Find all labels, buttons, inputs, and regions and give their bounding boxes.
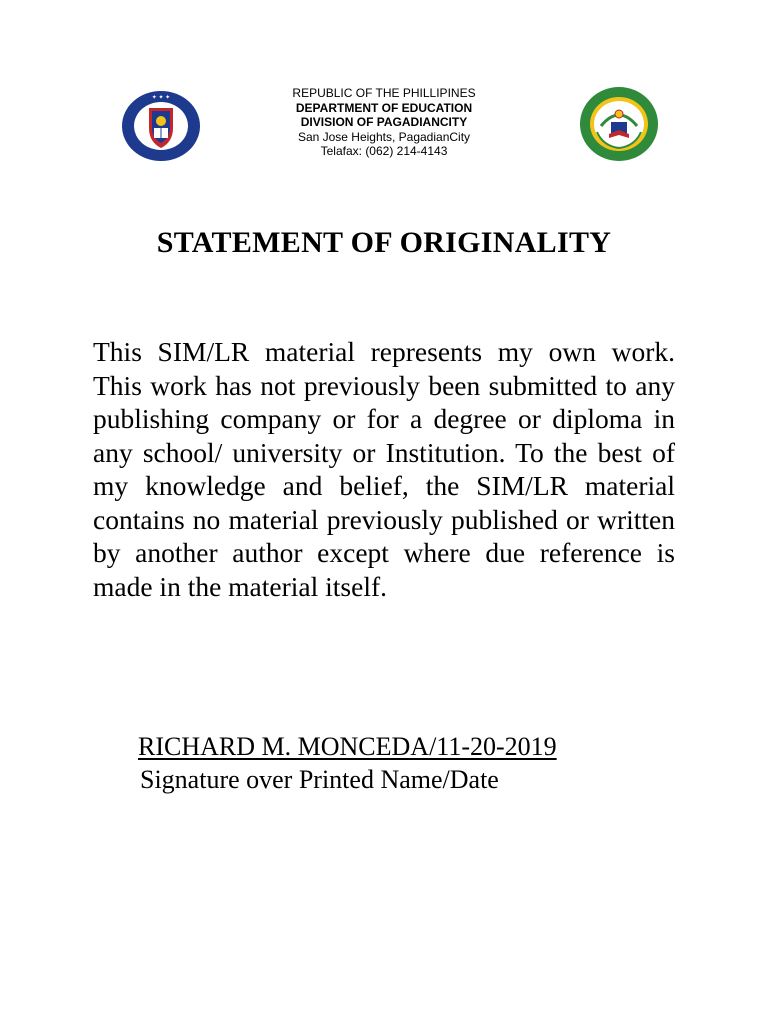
signature-caption: Signature over Printed Name/Date <box>140 765 499 794</box>
letterhead <box>0 86 768 159</box>
statement-paragraph: This SIM/LR material represents my own work. This work has not previously been submitted to any publishing company or for a degree or diploma in any school/ university or Institution. To the best of my knowledge and belief, the SIM/LR material contains no material previously published or written by another author except where due reference is made in the material itself. <box>93 336 675 602</box>
letterhead-department: DEPARTMENT OF EDUCATION <box>295 100 473 115</box>
signature-name-date: RICHARD M. MONCEDA/11-20-2019 <box>138 732 557 761</box>
letterhead-division: DIVISION OF PAGADIANCITY <box>300 115 468 129</box>
letterhead-republic: REPUBLIC OF THE PHILLIPINES <box>292 86 476 100</box>
letterhead-address: San Jose Heights, PagadianCity <box>297 129 471 144</box>
letterhead-telefax: Telafax: (062) 214-4143 <box>320 144 448 158</box>
svg-text:✦ ✦ ✦: ✦ ✦ ✦ <box>151 95 171 101</box>
document-title: STATEMENT OF ORIGINALITY <box>156 226 612 259</box>
